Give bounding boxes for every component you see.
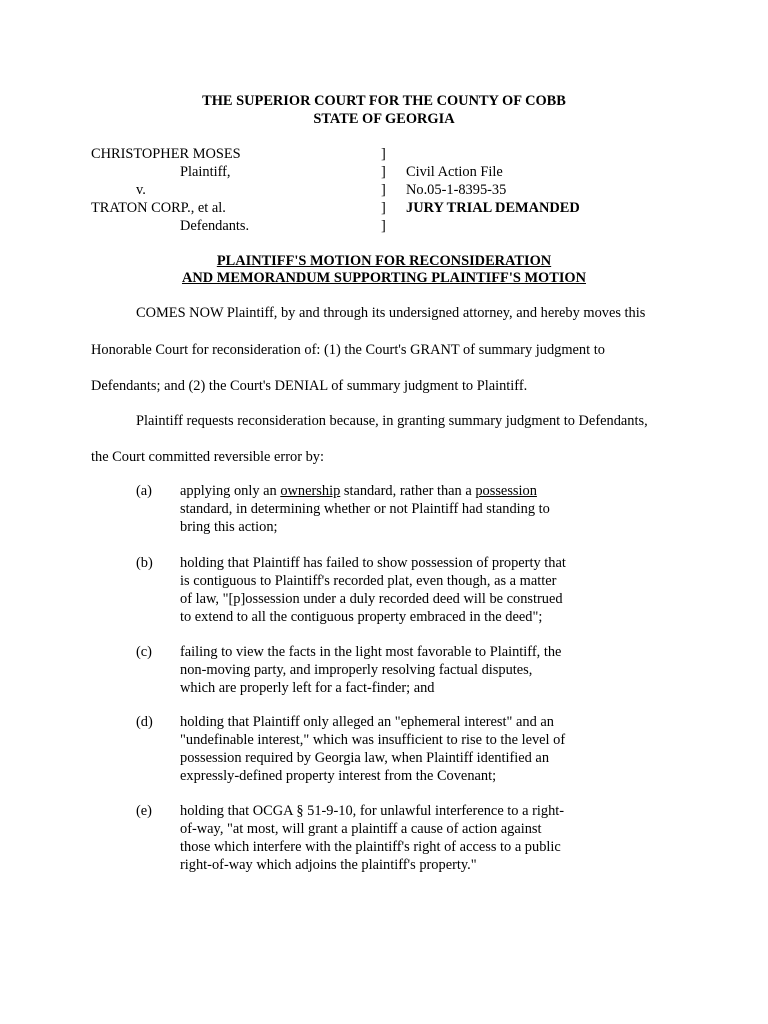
motion-title-line2: AND MEMORANDUM SUPPORTING PLAINTIFF'S MOTION [181, 270, 587, 286]
item-a-line-1 [180, 482, 600, 500]
item-e-line-3: those which interfere with the plaintiff's right of access to a public [180, 839, 561, 855]
caption-bracket: ] [381, 200, 386, 216]
possession-underlined: possession [475, 483, 537, 499]
plaintiff-name: CHRISTOPHER MOSES [91, 146, 241, 162]
item-c-line-1: failing to view the facts in the light most favorable to Plaintiff, the [180, 644, 562, 660]
jury-demand: JURY TRIAL DEMANDED [406, 200, 580, 216]
item-c-label: (c) [136, 644, 152, 660]
file-number: No.05-1-8395-35 [406, 182, 507, 198]
paragraph-2-line-1: Plaintiff requests reconsideration because, in granting summary judgment to Defendants, [136, 413, 648, 429]
item-b-label: (b) [136, 555, 153, 571]
paragraph-2-line-2: the Court committed reversible error by: [91, 449, 324, 465]
item-d-line-2: "undefinable interest," which was insufficient to rise to the level of [180, 732, 566, 748]
item-d-line-4: expressly-defined property interest from the Covenant; [180, 768, 497, 784]
item-d-label: (d) [136, 714, 153, 730]
caption-bracket: ] [381, 182, 386, 198]
court-name: THE SUPERIOR COURT FOR THE COUNTY OF COBB [202, 93, 566, 109]
motion-title-line1: PLAINTIFF'S MOTION FOR RECONSIDERATION [216, 253, 552, 269]
item-a-label: (a) [136, 483, 152, 499]
paragraph-1-line-3: Defendants; and (2) the Court's DENIAL of summary judgment to Plaintiff. [91, 378, 528, 394]
ownership-underlined: ownership [280, 483, 341, 499]
item-e-line-1: holding that OCGA § 51-9-10, for unlawful interference to a right- [180, 803, 565, 819]
civil-action-label: Civil Action File [406, 164, 503, 180]
item-b-line-3: of law, "[p]ossession under a duly recorded deed will be construed [180, 591, 563, 607]
item-c-line-3: which are properly left for a fact-finder; and [180, 680, 435, 696]
item-b-line-1: holding that Plaintiff has failed to show possession of property that [180, 555, 566, 571]
item-d-line-3: possession required by Georgia law, when Plaintiff identified an [180, 750, 550, 766]
item-b-line-2: is contiguous to Plaintiff's recorded plat, even though, as a matter [180, 573, 557, 589]
item-a-line-2: standard, in determining whether or not Plaintiff had standing to [180, 501, 550, 517]
item-a-line-3: bring this action; [180, 519, 278, 535]
defendant-role: Defendants. [180, 218, 250, 234]
item-b-line-4: to extend to all the contiguous property embraced in the deed"; [180, 609, 543, 625]
item-a-text: standard, rather than a [340, 483, 476, 499]
plaintiff-role: Plaintiff, [180, 164, 231, 180]
item-e-label: (e) [136, 803, 152, 819]
defendant-name: TRATON CORP., et al. [91, 200, 226, 216]
caption-bracket: ] [381, 218, 386, 234]
versus: v. [136, 182, 146, 198]
item-e-line-4: right-of-way which adjoins the plaintiff's property." [180, 857, 477, 873]
item-e-line-2: of-way, "at most, will grant a plaintiff a cause of action against [180, 821, 542, 837]
caption-bracket: ] [381, 164, 386, 180]
paragraph-1-line-1: COMES NOW Plaintiff, by and through its undersigned attorney, and hereby moves this [136, 305, 646, 321]
paragraph-1-line-2: Honorable Court for reconsideration of: (1) the Court's GRANT of summary judgment to [91, 342, 605, 358]
court-state: STATE OF GEORGIA [313, 111, 455, 127]
item-c-line-2: non-moving party, and improperly resolving factual disputes, [180, 662, 533, 678]
item-a-text: applying only an [180, 483, 281, 499]
caption-bracket: ] [381, 146, 386, 162]
item-d-line-1: holding that Plaintiff only alleged an "ephemeral interest" and an [180, 714, 554, 730]
